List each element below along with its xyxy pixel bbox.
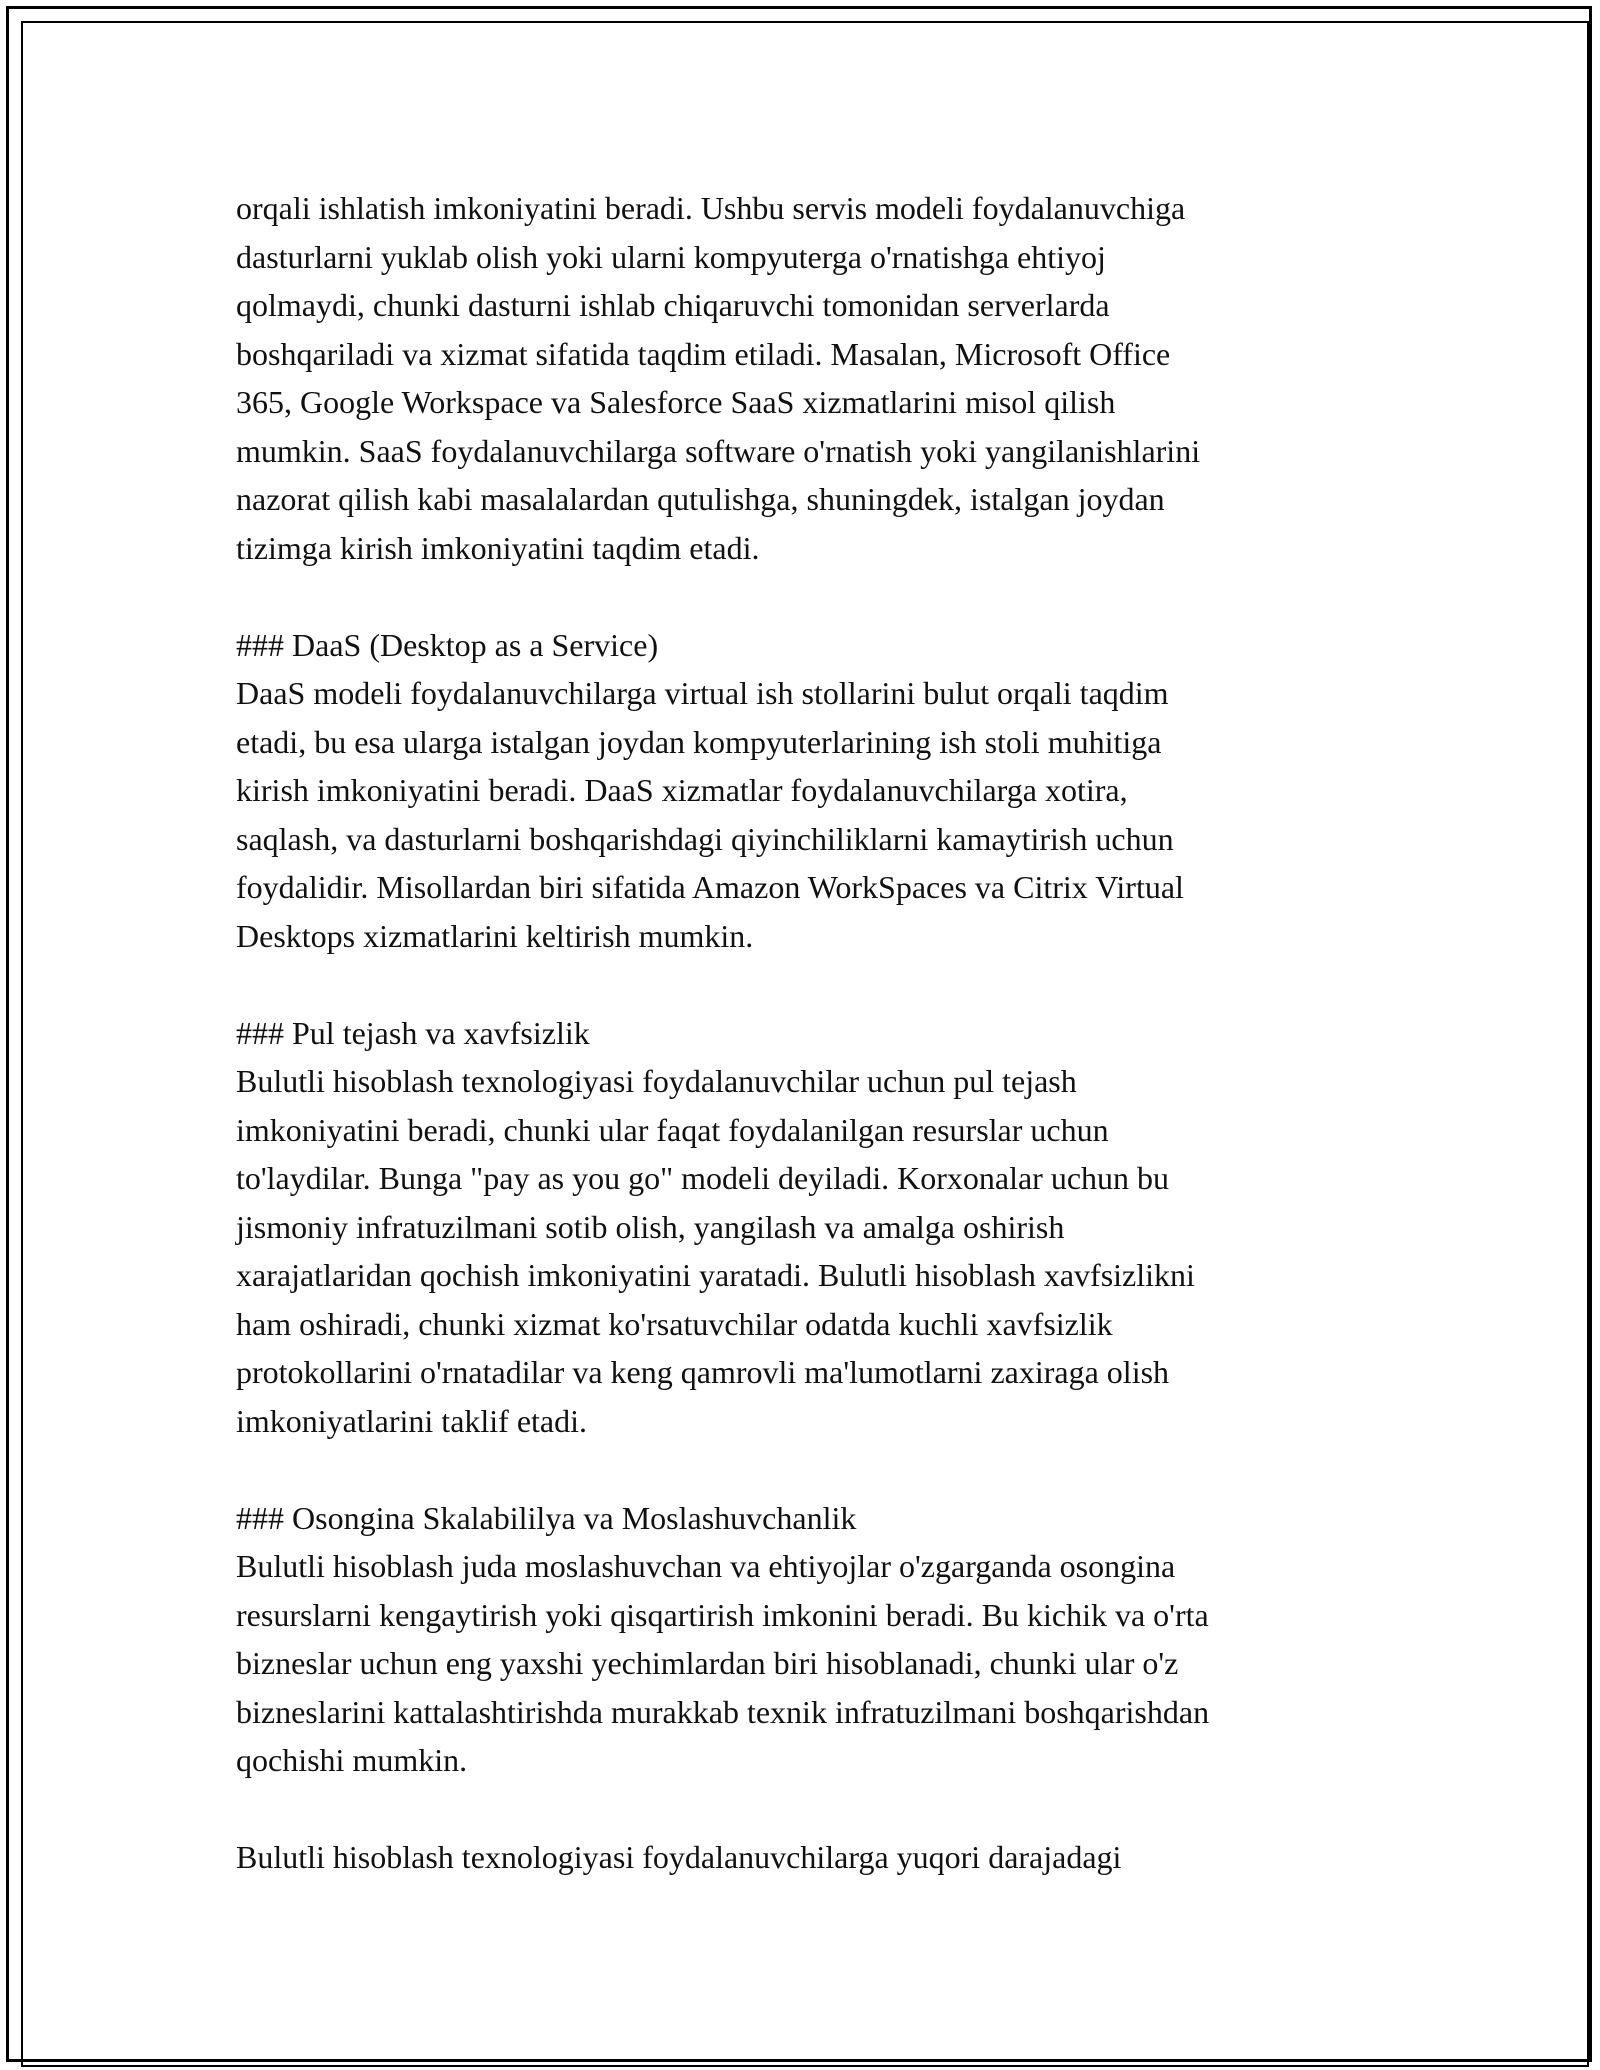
text-line: tizimga kirish imkoniyatini taqdim etadi. [236, 529, 760, 566]
text-line: to'laydilar. Bunga "pay as you go" modeli deyiladi. Korxonalar uchun bu [236, 1160, 1170, 1196]
text-line: Bulutli hisoblash texnologiyasi foydalanuvchilarga yuqori darajadagi [236, 1839, 1122, 1875]
section-heading: ### DaaS (Desktop as a Service) [236, 626, 659, 663]
text-line: Bulutli hisoblash juda moslashuvchan va ehtiyojlar o'zgarganda osongina [236, 1548, 1176, 1584]
document-section [236, 1494, 1386, 1785]
text-line: bizneslarini kattalashtirishda murakkab texnik infratuzilmani boshqarishdan [236, 1693, 1210, 1730]
document-section [236, 1009, 1386, 1446]
document-paragraph [236, 1833, 1386, 1882]
text-line: qochishi mumkin. [236, 1742, 468, 1778]
section-heading: ### Osongina Skalabililya va Moslashuvchanlik [236, 1499, 857, 1536]
text-line: resurslarni kengaytirish yoki qisqartirish imkonini beradi. Bu kichik va o'rta [236, 1596, 1209, 1633]
text-line: mumkin. SaaS foydalanuvchilarga software o'rnatish yoki yangilanishlarini [236, 432, 1201, 469]
text-line: orqali ishlatish imkoniyatini beradi. Ushbu servis modeli foydalanuvchiga [236, 190, 1186, 226]
text-line: kirish imkoniyatini beradi. DaaS xizmatlar foydalanuvchilarga xotira, [236, 772, 1128, 808]
text-line: 365, Google Workspace va Salesforce SaaS xizmatlarini misol qilish [236, 384, 1116, 420]
text-line: DaaS modeli foydalanuvchilarga virtual ish stollarini bulut orqali taqdim [236, 675, 1169, 711]
text-line: xarajatlaridan qochish imkoniyatini yaratadi. Bulutli hisoblash xavfsizlikni [236, 1257, 1195, 1293]
text-line: ham oshiradi, chunki xizmat ko'rsatuvchilar odatda kuchli xavfsizlik [236, 1305, 1113, 1342]
section-heading: ### Pul tejash va xavfsizlik [236, 1014, 590, 1051]
text-line: jismoniy infratuzilmani sotib olish, yangilash va amalga oshirish [236, 1208, 1065, 1245]
document-section [236, 621, 1386, 961]
text-line: foydalidir. Misollardan biri sifatida Amazon WorkSpaces va Citrix Virtual [236, 869, 1184, 905]
text-line: boshqariladi va xizmat sifatida taqdim etiladi. Masalan, Microsoft Office [236, 335, 1171, 372]
text-line: qolmaydi, chunki dasturni ishlab chiqaruvchi tomonidan serverlarda [236, 287, 1110, 323]
document-paragraph [236, 184, 1386, 572]
text-line: nazorat qilish kabi masalalardan qutulishga, shuningdek, istalgan joydan [236, 481, 1165, 517]
text-line: Desktops xizmatlarini keltirish mumkin. [236, 917, 754, 954]
text-line: Bulutli hisoblash texnologiyasi foydalanuvchilar uchun pul tejash [236, 1063, 1077, 1099]
text-line: imkoniyatini beradi, chunki ular faqat foydalanilgan resurslar uchun [236, 1111, 1109, 1148]
document-body [236, 184, 1386, 1882]
text-line: imkoniyatlarini taklif etadi. [236, 1402, 588, 1439]
text-line: bizneslar uchun eng yaxshi yechimlardan biri hisoblanadi, chunki ular o'z [236, 1645, 1179, 1681]
text-line: etadi, bu esa ularga istalgan joydan kompyuterlarining ish stoli muhitiga [236, 723, 1162, 760]
text-line: saqlash, va dasturlarni boshqarishdagi qiyinchiliklarni kamaytirish uchun [236, 820, 1174, 857]
text-line: protokollarini o'rnatadilar va keng qamrovli ma'lumotlarni zaxiraga olish [236, 1354, 1170, 1390]
text-line: dasturlarni yuklab olish yoki ularni kompyuterga o'rnatishga ehtiyoj [236, 238, 1106, 275]
